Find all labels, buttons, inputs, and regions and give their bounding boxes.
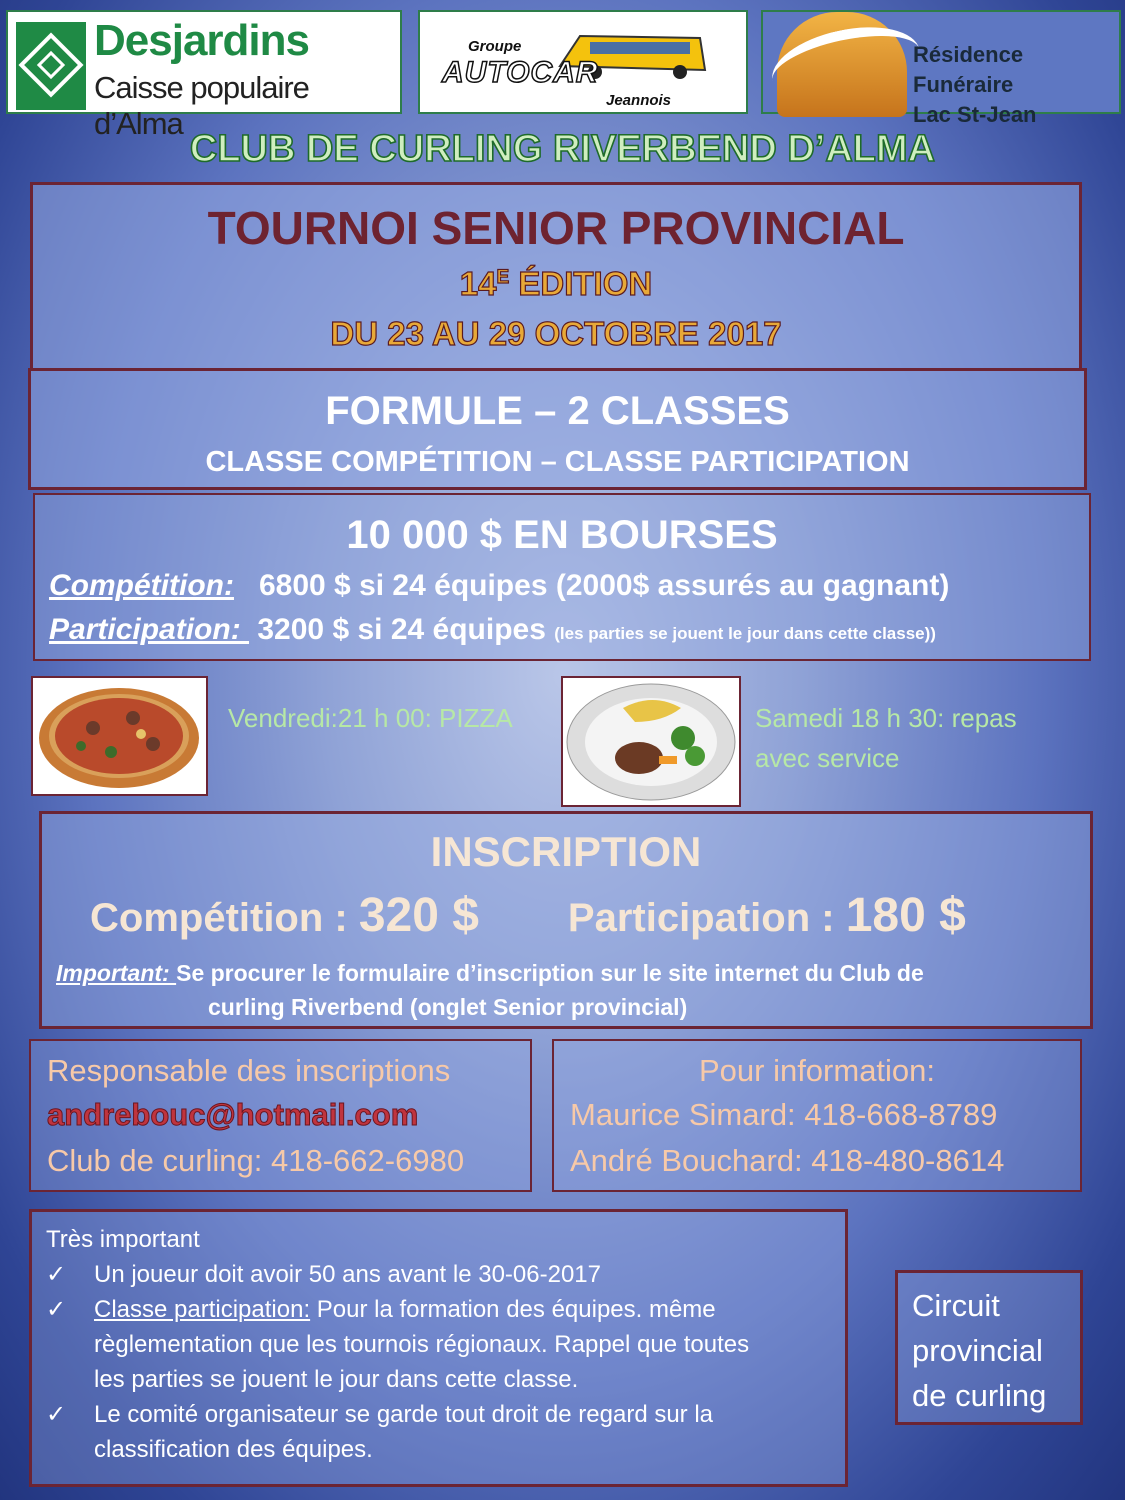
circuit-text: Circuit provincial de curling: [912, 1288, 1047, 1413]
prizes-participation: Participation: 3200 $ si 24 équipes (les parties se jouent le jour dans cette classe)): [49, 613, 936, 646]
check-icon: ✓: [46, 1261, 67, 1288]
prizes-box: [33, 493, 1091, 661]
tournament-edition: $14^E$ ÉDITION: [459, 265, 653, 302]
notes-title: Très important: [46, 1226, 200, 1253]
check-icon: ✓: [46, 1401, 67, 1428]
tournament-dates: DU 23 AU 29 OCTOBRE 2017: [330, 315, 782, 352]
formula-subtitle: CLASSE COMPÉTITION – CLASSE PARTICIPATION: [205, 446, 910, 478]
desjardins-emblem-icon: [16, 22, 86, 110]
residence-logo: [761, 10, 1121, 127]
tournament-title: TOURNOI SENIOR PROVINCIAL: [207, 202, 905, 254]
information-contact-1: Maurice Simard: 418-668-8789: [570, 1097, 998, 1132]
notes-item-1: ✓ Un joueur doit avoir 50 ans avant le 30-06-2017: [46, 1257, 601, 1292]
autocar-name: AUTOCAR: [442, 56, 599, 89]
information-box: [552, 1039, 1082, 1192]
circuit-box: [895, 1270, 1083, 1425]
registration-email[interactable]: andrebouc@hotmail.com: [47, 1097, 419, 1132]
desjardins-name: Desjardins: [94, 16, 309, 65]
pizza-image: [31, 676, 208, 796]
registration-title: Responsable des inscriptions: [47, 1053, 451, 1088]
formula-title: FORMULE – 2 CLASSES: [325, 389, 790, 433]
inscription-prices: Compétition : 320 $ Participation : 180 $: [90, 889, 966, 942]
information-title: Pour information:: [698, 1053, 936, 1088]
inscription-title: INSCRIPTION: [430, 828, 702, 875]
registration-box: [29, 1039, 532, 1192]
notes-box: [29, 1209, 848, 1487]
autocar-logo: [418, 10, 748, 114]
pizza-icon: [33, 678, 206, 794]
dinner-plate-icon: [563, 678, 739, 805]
inscription-box: [39, 811, 1093, 1029]
prizes-competition: Compétition: 6800 $ si 24 équipes (2000$ assurés au gagnant): [49, 569, 950, 602]
club-title: CLUB DE CURLING RIVERBEND D’ALMA: [189, 128, 936, 170]
formula-box: [28, 368, 1087, 490]
friday-meal: Vendredi:21 h 00: PIZZA: [228, 703, 513, 733]
notes-item-3: ✓ Le comité organisateur se garde tout droit de regard sur la classification des équipes.: [46, 1397, 713, 1467]
autocar-top: Groupe: [468, 38, 522, 55]
tournament-box: [30, 182, 1082, 370]
registration-club-phone: Club de curling: 418-662-6980: [47, 1143, 465, 1178]
residence-name: Résidence Funéraire Lac St-Jean: [913, 42, 1037, 127]
check-icon: ✓: [46, 1296, 67, 1323]
saturday-meal: Samedi 18 h 30: repas avec service: [755, 703, 1017, 773]
autocar-bottom: Jeannois: [606, 92, 672, 109]
notes-item-2: ✓ Classe participation: Pour la formation des équipes. même règlementation que les tournois régionaux. Rappel que toutes les parties se jouent le jour dans cette classe.: [46, 1292, 749, 1397]
desjardins-logo: [6, 10, 402, 141]
desjardins-subtitle: Caisse populaire d’Alma: [94, 70, 309, 141]
information-contact-2: André Bouchard: 418-480-8614: [570, 1143, 1005, 1178]
dinner-image: [561, 676, 741, 807]
inscription-important: Important: Se procurer le formulaire d’inscription sur le site internet du Club de curling Riverbend (onglet Senior provincial): [56, 960, 924, 1020]
prizes-title: 10 000 $ EN BOURSES: [346, 513, 778, 557]
